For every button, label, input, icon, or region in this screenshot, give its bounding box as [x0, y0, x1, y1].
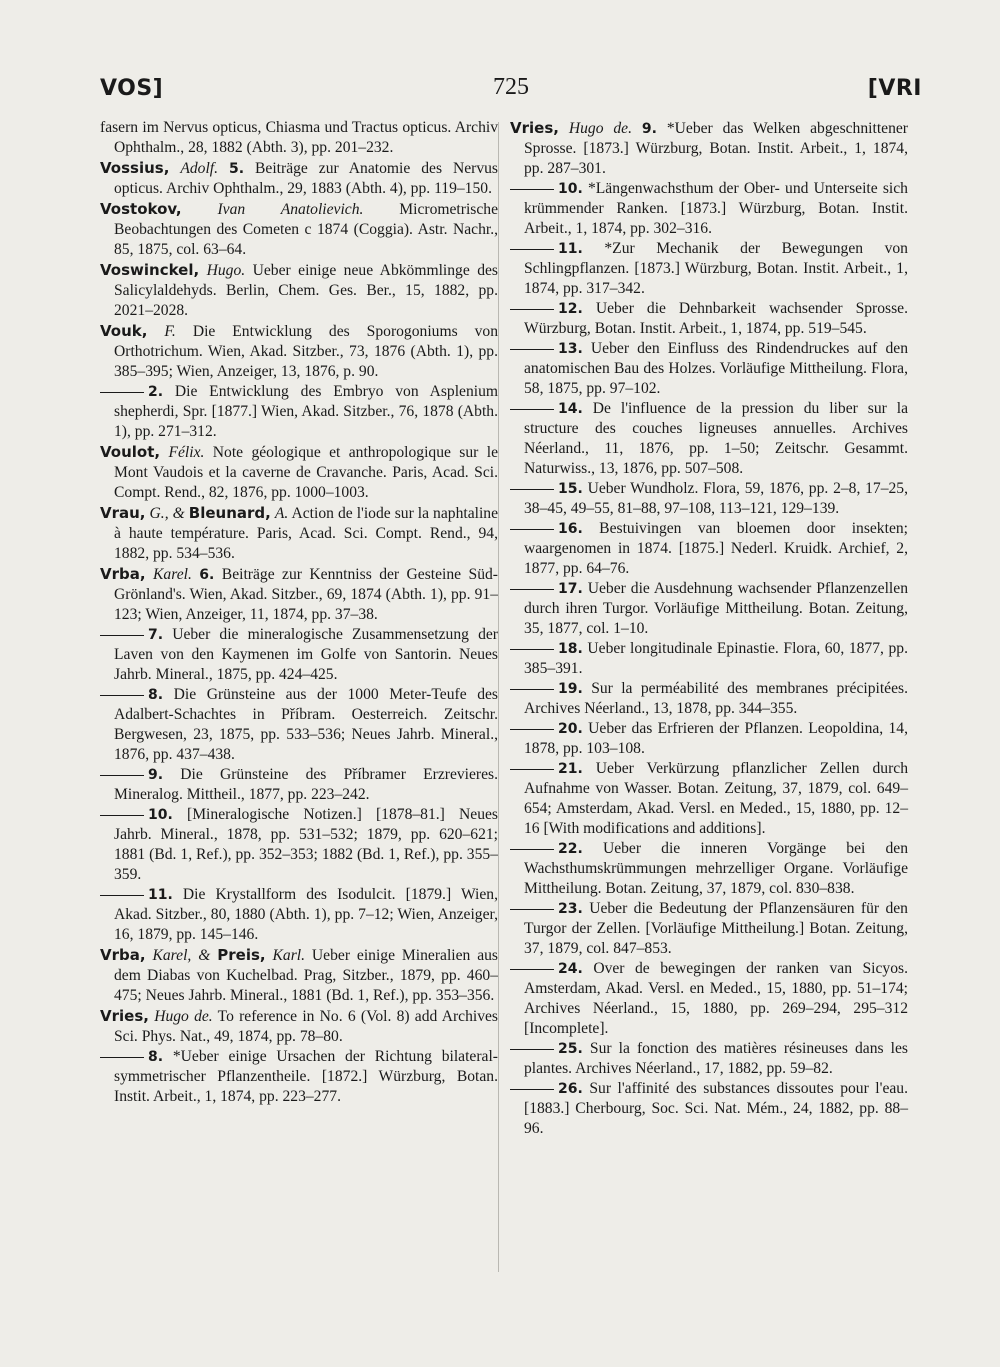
entry-text: *Längenwachsthum der Ober- und Unterseite sich krümmender Ranken. [1873.] Würzburg, Botan. Instit. Arbeit., 1, 1874, pp. 302–316.	[524, 180, 908, 237]
bibliography-entry	[510, 839, 908, 899]
bibliography-entry	[100, 321, 498, 382]
entry-text: Ueber longitudinale Epinastie. Flora, 60, 1877, pp. 385–391.	[524, 640, 908, 677]
bibliography-entry	[510, 519, 908, 579]
bibliography-entry	[510, 1039, 908, 1079]
entry-number: 24.	[558, 961, 583, 977]
entry-text: fasern im Nervus opticus, Chiasma und Tractus opticus. Archiv Ophthalm., 28, 1882 (Abth. 3), pp. 201–232.	[100, 119, 498, 156]
entry-text: Ueber die Dehnbarkeit wachsender Sprosse. Würzburg, Botan. Instit. Arbeit., 1, 1874, pp. 519–545.	[524, 300, 908, 337]
bibliography-entry	[100, 382, 498, 442]
bibliography-entry	[100, 442, 498, 503]
entry-text: Micrometrische Beobachtungen des Cometen c 1874 (Coggia). Astr. Nachr., 85, 1875, col. 63–64.	[114, 201, 498, 258]
entry-number: 12.	[558, 301, 583, 317]
entry-number: 23.	[558, 901, 583, 917]
entry-text: Action de l'iode sur la naphtaline à haute température. Paris, Acad. Sci. Compt. Rend., 94, 1882, pp. 534–536.	[114, 505, 499, 562]
entry-text: Die Entwicklung des Sporogoniums von Orthotrichum. Wien, Akad. Sitzber., 73, 1876 (Abth. 1), pp. 385–395; Wien, Anzeiger, 13, 1876, p. 90.	[114, 323, 499, 380]
entry-text: Ueber die Ausdehnung wachsender Pflanzenzellen durch ihren Turgor. Vorläufige Mittheilung. Botan. Zeitung, 35, 1877, col. 1–10.	[524, 580, 908, 637]
entry-given-name: Félix.	[168, 444, 205, 461]
entry-text: Sur l'affinité des substances dissoutes pour l'eau. [1883.] Cherbourg, Soc. Sci. Nat. Mém., 24, 1882, pp. 88–96.	[524, 1080, 908, 1137]
bibliography-entry	[100, 765, 498, 805]
bibliography-entry	[100, 685, 498, 765]
entry-text: Die Krystallform des Isodulcit. [1879.] Wien, Akad. Sitzber., 80, 1880 (Abth. 1), pp. 7–12; Wien, Anzeiger, 16, 1879, pp. 145–146.	[114, 886, 498, 943]
ditto-dash	[510, 909, 554, 910]
ditto-dash	[510, 849, 554, 850]
ditto-dash	[510, 969, 554, 970]
entry-text: Ueber das Erfrieren der Pflanzen. Leopoldina, 14, 1878, pp. 103–108.	[524, 720, 908, 757]
entry-given-name: Ivan Anatolievich.	[217, 201, 364, 218]
bibliography-entry	[510, 899, 908, 959]
entry-number: 6.	[199, 567, 215, 583]
ditto-dash	[100, 392, 144, 393]
entry-number: 16.	[558, 521, 583, 537]
entry-given-name: Adolf.	[180, 160, 219, 177]
entry-given-name: G., &	[149, 505, 185, 522]
ditto-dash	[510, 409, 554, 410]
ditto-dash	[510, 689, 554, 690]
ditto-dash	[510, 769, 554, 770]
entry-text: Beiträge zur Anatomie des Nervus opticus. Archiv Ophthalm., 29, 1883 (Abth. 4), pp. 119–150.	[114, 160, 498, 197]
bibliography-entry	[100, 503, 498, 564]
ditto-dash	[510, 1049, 554, 1050]
ditto-dash	[510, 309, 554, 310]
entry-text: [Mineralogische Notizen.] [1878–81.] Neues Jahrb. Mineral., 1878, pp. 531–532; 1879, pp. 620–621; 1881 (Bd. 1, Ref.), pp. 352–353; 1882 (Bd. 1, Ref.), pp. 355–359.	[114, 806, 499, 883]
bibliography-entry	[510, 959, 908, 1039]
entry-coauthor: Preis,	[217, 946, 266, 964]
bibliography-entry	[100, 1047, 498, 1107]
entry-text: To reference in No. 6 (Vol. 8) add Archives Sci. Phys. Nat., 49, 1874, pp. 78–80.	[114, 1008, 498, 1045]
ditto-dash	[100, 1057, 144, 1058]
bibliography-entry	[100, 885, 498, 945]
ditto-dash	[510, 1089, 554, 1090]
entry-given-name: Hugo de.	[568, 120, 632, 137]
bibliography-entry	[510, 339, 908, 399]
entry-number: 25.	[558, 1041, 583, 1057]
entry-number: 10.	[558, 181, 583, 197]
entry-number: 10.	[148, 807, 173, 823]
entry-text: De l'influence de la pression du liber sur la structure des couches ligneuses annuelles. Archives Néerland., 11, 1876, pp. 1–50; Zeitschr. Gesammt. Naturwiss., 13, 1876, pp. 507–508.	[524, 400, 908, 477]
entry-text: *Ueber einige Ursachen der Richtung bilateral-symmetrischer Pflanzentheile. [1872.] Würzburg, Botan. Instit. Arbeit., 1, 1874, pp. 223–277.	[114, 1048, 498, 1105]
bibliography-entry	[510, 1079, 908, 1139]
entry-number: 26.	[558, 1081, 583, 1097]
bibliography-entry	[100, 260, 498, 321]
entry-text: Over de bewegingen der ranken van Sicyos. Amsterdam, Akad. Versl. en Meded., 15, 1880, pp. 51–174; Archives Néerland., 15, 1880, pp. 269–294, 295–312 [Incomplete].	[524, 960, 908, 1037]
entry-author: Vostokov,	[100, 200, 182, 218]
bibliography-entry	[100, 564, 498, 625]
entry-author: Voulot,	[100, 443, 161, 461]
running-head-right: [VRI	[867, 76, 922, 101]
entry-number: 2.	[148, 384, 164, 400]
ditto-dash	[510, 649, 554, 650]
bibliography-entry	[510, 299, 908, 339]
ditto-dash	[510, 349, 554, 350]
column-divider	[498, 122, 499, 1272]
entry-author: Vrau,	[100, 504, 146, 522]
entry-text: Ueber die Bedeutung der Pflanzensäuren für den Turgor der Zellen. [Vorläufige Mittheilung.] Botan. Zeitung, 37, 1879, col. 847–853.	[524, 900, 908, 957]
entry-text: Sur la perméabilité des membranes précipitées. Archives Néerland., 13, 1878, pp. 344–355.	[524, 680, 908, 717]
bibliography-entry	[510, 719, 908, 759]
entry-number: 17.	[558, 581, 583, 597]
entry-text: Beiträge zur Kenntniss der Gesteine Süd-Grönland's. Wien, Akad. Sitzber., 69, 1874 (Abth. 1), pp. 91–123; Wien, Anzeiger, 11, 1874, pp. 37–38.	[114, 566, 498, 623]
entry-text: Die Grünsteine aus der 1000 Meter-Teufe des Adalbert-Schachtes in Příbram. Oesterreich. Zeitschr. Bergwesen, 23, 1875, pp. 533–536; Neues Jahrb. Mineral., 1876, pp. 437–438.	[114, 686, 498, 763]
entry-number: 9.	[641, 121, 657, 137]
entry-number: 7.	[148, 627, 164, 643]
entry-given-name: Karel, &	[152, 947, 211, 964]
entry-number: 15.	[558, 481, 583, 497]
entry-number: 9.	[148, 767, 164, 783]
bibliography-entry	[100, 158, 498, 199]
entry-number: 22.	[558, 841, 583, 857]
entry-author: Vries,	[510, 119, 559, 137]
ditto-dash	[100, 775, 144, 776]
entry-number: 8.	[148, 1049, 164, 1065]
entry-number: 11.	[148, 887, 173, 903]
running-head	[100, 70, 922, 110]
entry-author: Vouk,	[100, 322, 148, 340]
page-number: 725	[493, 74, 529, 100]
left-column	[100, 118, 498, 1107]
bibliography-entry	[510, 479, 908, 519]
entry-author: Vries,	[100, 1007, 149, 1025]
bibliography-entry	[100, 945, 498, 1006]
entry-number: 21.	[558, 761, 583, 777]
entry-given-name: Hugo de.	[154, 1008, 213, 1025]
entry-text: Sur la fonction des matières résineuses dans les plantes. Archives Néerland., 17, 1882, pp. 59–82.	[524, 1040, 908, 1077]
entry-text: Ueber einige Mineralien aus dem Diabas von Kuchelbad. Prag, Sitzber., 1879, pp. 460–475; Neues Jahrb. Mineral., 1881 (Bd. 1, Ref.), pp. 353–356.	[114, 947, 499, 1004]
bibliography-entry	[100, 118, 498, 158]
ditto-dash	[510, 529, 554, 530]
entry-text: Ueber die mineralogische Zusammensetzung der Laven von den Kaymenen im Golfe von Santorin. Neues Jahrb. Mineral., 1875, pp. 424–425.	[114, 626, 498, 683]
ditto-dash	[100, 635, 144, 636]
ditto-dash	[510, 729, 554, 730]
entry-number: 18.	[558, 641, 583, 657]
entry-text: *Zur Mechanik der Bewegungen von Schlingpflanzen. [1873.] Würzburg, Botan. Instit. Arbeit., 1, 1874, pp. 317–342.	[524, 240, 908, 297]
ditto-dash	[100, 695, 144, 696]
entry-given-name: F.	[164, 323, 176, 340]
entry-text: Die Grünsteine des Příbramer Erzrevieres. Mineralog. Mittheil., 1877, pp. 223–242.	[114, 766, 498, 803]
entry-text: Ueber den Einfluss des Rindendruckes auf den anatomischen Bau des Holzes. Vorläufige Mittheilung. Flora, 58, 1875, pp. 97–102.	[524, 340, 908, 397]
ditto-dash	[510, 489, 554, 490]
entry-text: Ueber Wundholz. Flora, 59, 1876, pp. 2–8, 17–25, 38–45, 49–55, 81–88, 97–108, 113–121, 129–139.	[524, 480, 908, 517]
entry-number: 5.	[229, 161, 245, 177]
ditto-dash	[510, 189, 554, 190]
entry-number: 14.	[558, 401, 583, 417]
entry-author: Vrba,	[100, 946, 146, 964]
bibliography-entry	[510, 399, 908, 479]
entry-number: 11.	[558, 241, 583, 257]
ditto-dash	[100, 895, 144, 896]
bibliography-entry	[510, 118, 908, 179]
entry-text: Note géologique et anthropologique sur le Mont Vaudois et la caverne de Cravanche. Paris, Acad. Sci. Compt. Rend., 82, 1876, pp. 1000–1003.	[114, 444, 498, 501]
running-head-left: VOS]	[100, 76, 164, 101]
bibliography-entry	[100, 805, 498, 885]
right-column	[510, 118, 908, 1139]
entry-coauthor-given: Karl.	[272, 947, 306, 964]
entry-text: Ueber einige neue Abkömmlinge des Salicylaldehyds. Berlin, Chem. Ges. Ber., 15, 1882, pp. 2021–2028.	[114, 262, 498, 319]
entry-coauthor-given: A.	[274, 505, 289, 522]
entry-coauthor: Bleunard,	[188, 504, 271, 522]
bibliography-entry	[510, 579, 908, 639]
bibliography-entry	[510, 179, 908, 239]
entry-given-name: Hugo.	[206, 262, 246, 279]
entry-author: Vossius,	[100, 159, 170, 177]
bibliography-entry	[510, 639, 908, 679]
entry-given-name: Karel.	[153, 566, 192, 583]
bibliography-entry	[100, 199, 498, 260]
entry-text: Ueber die inneren Vorgänge bei den Wachsthumskrümmungen mehrzelliger Organe. Vorläufige Mittheilung. Botan. Zeitung, 37, 1879, col. 830–838.	[524, 840, 908, 897]
entry-number: 19.	[558, 681, 583, 697]
ditto-dash	[100, 815, 144, 816]
entry-text: Die Entwicklung des Embryo von Asplenium shepherdi, Spr. [1877.] Wien, Akad. Sitzber., 76, 1878 (Abth. 1), pp. 271–312.	[114, 383, 498, 440]
entry-number: 20.	[558, 721, 583, 737]
entry-number: 8.	[148, 687, 164, 703]
bibliography-entry	[100, 625, 498, 685]
ditto-dash	[510, 589, 554, 590]
entry-author: Voswinckel,	[100, 261, 200, 279]
entry-text: Bestuivingen van bloemen door insekten; waargenomen in 1874. [1875.] Nederl. Kruidk. Archief, 2, 1877, pp. 64–76.	[524, 520, 908, 577]
bibliography-entry	[510, 239, 908, 299]
entry-text: Ueber Verkürzung pflanzlicher Zellen durch Aufnahme von Wasser. Botan. Zeitung, 37, 1879, col. 649–654; Amsterdam, Akad. Versl. en Meded., 15, 1880, pp. 12–16 [With modifications and additions].	[524, 760, 908, 837]
entry-author: Vrba,	[100, 565, 146, 583]
entry-number: 13.	[558, 341, 583, 357]
bibliography-entry	[510, 759, 908, 839]
entry-text: *Ueber das Welken abgeschnittener Sprosse. [1873.] Würzburg, Botan. Instit. Arbeit., 1, 1874, pp. 287–301.	[524, 120, 908, 177]
ditto-dash	[510, 249, 554, 250]
bibliography-entry	[100, 1006, 498, 1047]
bibliography-entry	[510, 679, 908, 719]
